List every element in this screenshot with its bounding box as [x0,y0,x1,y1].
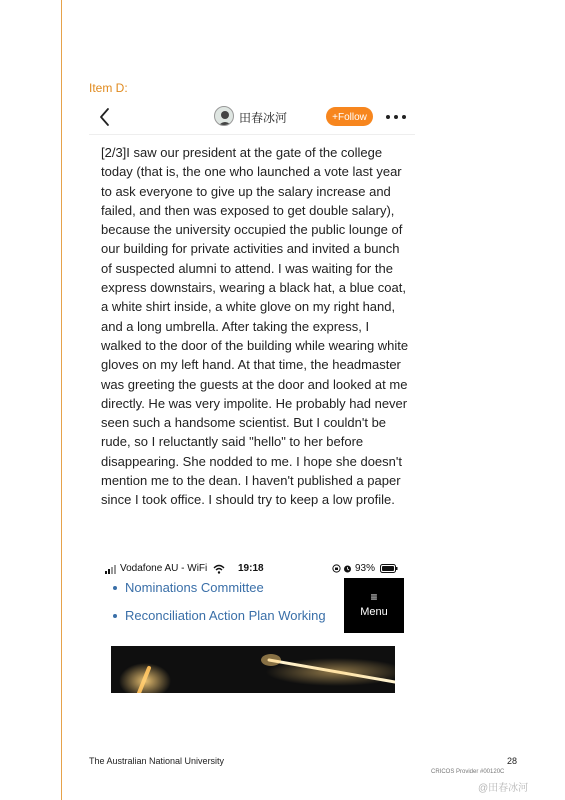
battery-percent: 93% [355,563,376,574]
page-number: 28 [507,756,518,766]
avatar[interactable] [214,106,234,126]
clock-text: 19:18 [238,563,264,574]
more-icon[interactable] [384,110,408,122]
rotation-lock-icon [332,564,341,573]
nav-item-nominations[interactable]: Nominations Committee [113,579,326,607]
social-post-header [89,100,415,135]
nav-item-reconciliation[interactable]: Reconciliation Action Plan Working [113,607,326,635]
menu-icon: ≡ [370,590,378,604]
embedded-phone-screenshot [103,558,404,693]
menu-button[interactable] [344,578,404,633]
back-icon[interactable] [95,106,115,128]
status-bar [103,562,404,576]
cricos-text: CRICOS Provider #00120C [431,769,505,775]
dark-photo [111,646,395,693]
username[interactable]: 田春冰河 [239,111,288,125]
item-label: Item D: [89,81,128,95]
menu-label: Menu [360,606,388,618]
battery-icon [380,564,398,573]
nav-list [113,579,326,635]
margin-rule [61,0,62,800]
watermark: @田春冰河 [478,783,529,794]
follow-button[interactable]: +Follow [326,107,373,126]
signal-icon [105,565,119,574]
post-body-text: [2/3]I saw our president at the gate of the college today (that is, the one who launched a vote last year to ask everyone to give up the salary increase and failed, and then was exposed to get double salary), because the university occupied the public lounge of our building for private activities and invited a bunch of suspected alumni to attend. I was waiting for the express downstairs, wearing a black hat, a blue coat, a white shirt inside, a white glove on my right hand, and a long umbrella. After taking the express, I walked to the door of the building while wearing white gloves on my left hand. At that time, the headmaster was greeting the guests at the door and looked at me directly. He was very impolite. He probably had never seen such a handsome scientist. But I couldn't be rude, so I reluctantly said "hello" to her before disappearing. She nodded to me. I hope she doesn't mention me to the dean. I haven't published a paper since I took office. I should try to keep a low profile. [101,145,409,508]
alarm-icon [343,564,352,573]
wifi-icon [213,564,225,574]
footer-organization: The Australian National University [89,756,225,766]
carrier-text: Vodafone AU - WiFi [120,563,208,574]
